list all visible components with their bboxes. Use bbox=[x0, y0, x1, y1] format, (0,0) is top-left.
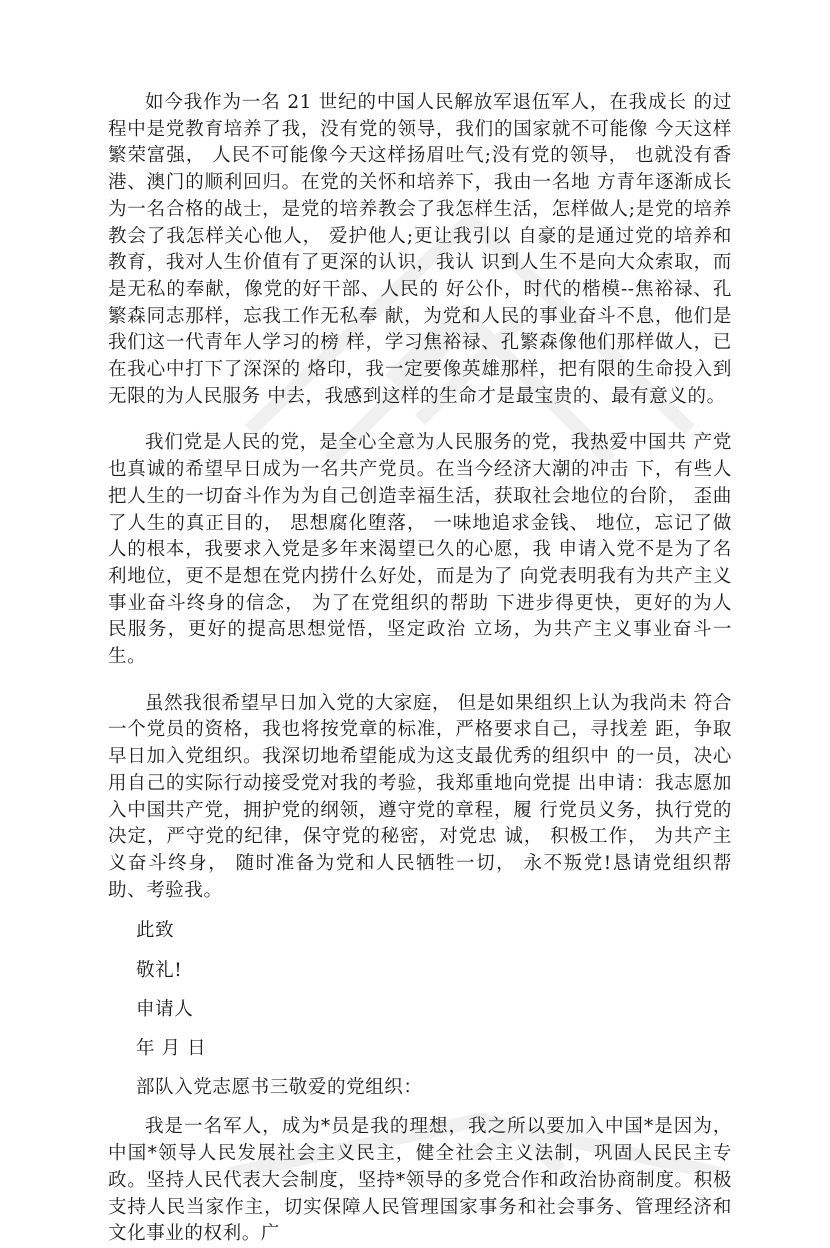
closing-salutation-2: 敬礼! bbox=[136, 959, 183, 981]
document-body bbox=[108, 90, 732, 1248]
closing-salutation-1: 此致 bbox=[136, 920, 175, 942]
paragraph-3: 虽然我很希望早日加入党的大家庭， 但是如果组织上认为我尚未 符合一个党员的资格，我也将按党章的标准，严格要求自己，寻找差 距，争取早日加入党组织。我深切地希望能成为这支最优秀的组织中 的一员，决心用自己的实际行动接受党对我的考验，我郑重地向党提 出申请：我志愿加入中国共产党，拥护党的纲领，遵守党的章程，履 行党员义务，执行党的决定，严守党的纪律，保守党的秘密，对党忠 诚， 积极工作， 为共产主义奋斗终身， 随时准备为党和人民牺牲一切， 永不叛党!恳请党组织帮助、考验我。 bbox=[108, 692, 732, 901]
paragraph-4: 我是一名军人，成为*员是我的理想，我之所以要加入中国*是因为，中国*领导人民发展社会主义民主，健全社会主义法制，巩固人民民主专政。坚持人民代表大会制度，坚持*领导的多党合作和政治协商制度。积极支持人民当家作主，切实保障人民管理国家事务和社会事务、管理经济和文化事业的权利。广 bbox=[108, 1116, 732, 1245]
paragraph-2: 我们党是人民的党，是全心全意为人民服务的党，我热爱中国共 产党也真诚的希望早日成为一名共产党员。在当今经济大潮的冲击 下，有些人把人生的一切奋斗作为为自己创造幸福生活，获取社会地位的台阶， 歪曲了人生的真正目的， 思想腐化堕落， 一味地追求金钱、 地位，忘记了做人的根本，我要求入党是多年来渴望已久的心愿，我 申请入党不是为了名利地位，更不是想在党内捞什么好处，而是为了 向党表明我有为共产主义事业奋斗终身的信念， 为了在党组织的帮助 下进步得更快，更好的为人民服务，更好的提高思想觉悟，坚定政治 立场，为共产主义事业奋斗一生。 bbox=[108, 432, 732, 668]
date-label: 年 月 日 bbox=[136, 1038, 207, 1059]
applicant-label: 申请人 bbox=[136, 998, 194, 1020]
paragraph-1: 如今我作为一名 21 世纪的中国人民解放军退伍军人，在我成长 的过程中是党教育培养了我，没有党的领导，我们的国家就不可能像 今天这样繁荣富强， 人民不可能像今天这样扬眉吐气;没有党的领导， 也就没有香港、澳门的顺利回归。在党的关怀和培养下，我由一名地 方青年逐渐成长为一名合格的战士，是党的培养教会了我怎样生活，怎样做人;是党的培养教会了我怎样关心他人， 爱护他人;更让我引以 自豪的是通过党的培养和教育，我对人生价值有了更深的认识，我认 识到人生不是向大众索取，而是无私的奉献，像党的好干部、人民的 好公仆，时代的楷模--焦裕禄、孔繁森同志那样，忘我工作无私奉 献，为党和人民的事业奋斗不息，他们是我们这一代青年人学习的榜 样，学习焦裕禄、孔繁森像他们那样做人，已在我心中打下了深深的 烙印，我一定要像英雄那样，把有限的生命投入到无限的为人民服务 中去，我感到这样的生命才是最宝贵的、最有意义的。 bbox=[108, 92, 732, 407]
section-title: 部队入党志愿书三敬爱的党组织： bbox=[136, 1077, 423, 1099]
